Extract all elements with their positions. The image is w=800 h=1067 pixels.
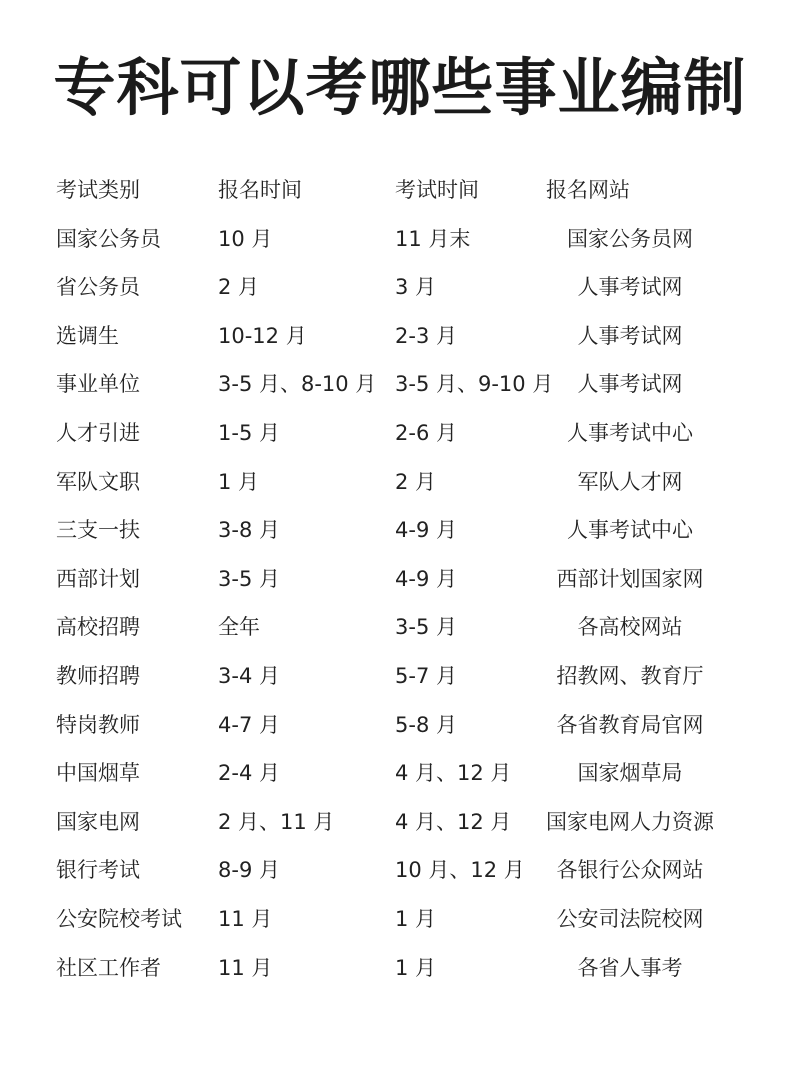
exam-time-cell: 1 月 (395, 955, 437, 980)
page-title: 专科可以考哪些事业编制 (53, 51, 747, 124)
registration-time-cell: 10-12 月 (218, 323, 307, 348)
table-row (0, 603, 800, 652)
registration-time-cell: 1 月 (218, 469, 260, 494)
exam-time-cell: 3-5 月 (395, 615, 457, 640)
table-row (0, 798, 800, 847)
registration-website-cell: 招教网、教育厅 (556, 663, 704, 688)
registration-website-cell: 人事考试中心 (567, 518, 693, 543)
registration-website-cell: 各省人事考 (577, 955, 683, 980)
category-cell: 社区工作者 (56, 955, 161, 980)
category-cell: 公安院校考试 (56, 906, 182, 931)
registration-website-cell: 公安司法院校网 (556, 906, 704, 931)
table-row (0, 458, 800, 507)
category-cell: 三支一扶 (56, 518, 140, 543)
registration-time-cell: 2-4 月 (218, 761, 280, 786)
exam-time-cell: 2-3 月 (395, 323, 457, 348)
registration-website-cell: 各高校网站 (577, 615, 683, 640)
exam-time-cell: 4 月、12 月 (395, 761, 512, 786)
header-registration-time: 报名时间 (218, 178, 302, 202)
header-category: 考试类别 (56, 178, 140, 202)
category-cell: 特岗教师 (56, 712, 140, 737)
table-row (0, 701, 800, 750)
table-row (0, 895, 800, 944)
exam-time-cell: 4 月、12 月 (395, 809, 512, 834)
table-body (0, 215, 800, 993)
registration-time-cell: 11 月 (218, 906, 273, 931)
exam-time-cell: 5-7 月 (395, 663, 457, 688)
exam-time-cell: 3-5 月、9-10 月 (395, 372, 554, 397)
category-cell: 高校招聘 (56, 615, 140, 640)
category-cell: 西部计划 (56, 566, 140, 591)
table-row (0, 263, 800, 312)
exam-time-cell: 3 月 (395, 275, 437, 300)
header-exam-time: 考试时间 (395, 178, 479, 202)
exam-time-cell: 10 月、12 月 (395, 858, 525, 883)
table-row (0, 555, 800, 604)
exam-time-cell: 1 月 (395, 906, 437, 931)
table-row (0, 749, 800, 798)
exam-time-cell: 4-9 月 (395, 518, 457, 543)
registration-website-cell: 西部计划国家网 (556, 566, 704, 591)
category-cell: 国家公务员 (56, 226, 161, 251)
registration-website-cell: 国家公务员网 (567, 226, 693, 251)
registration-time-cell: 3-8 月 (218, 518, 280, 543)
registration-time-cell: 10 月 (218, 226, 273, 251)
category-cell: 国家电网 (56, 809, 140, 834)
exam-table (0, 166, 800, 992)
registration-time-cell: 1-5 月 (218, 420, 280, 445)
category-cell: 省公务员 (56, 275, 140, 300)
category-cell: 人才引进 (56, 420, 140, 445)
registration-website-cell: 军队人才网 (577, 469, 683, 494)
registration-website-cell: 人事考试中心 (567, 420, 693, 445)
table-row (0, 652, 800, 701)
registration-time-cell: 3-4 月 (218, 663, 280, 688)
registration-time-cell: 8-9 月 (218, 858, 280, 883)
category-cell: 中国烟草 (56, 761, 140, 786)
table-row (0, 215, 800, 264)
category-cell: 选调生 (56, 323, 119, 348)
table-row (0, 506, 800, 555)
table-row (0, 409, 800, 458)
registration-time-cell: 2 月 (218, 275, 260, 300)
table-row (0, 360, 800, 409)
category-cell: 银行考试 (56, 858, 140, 883)
exam-time-cell: 5-8 月 (395, 712, 457, 737)
registration-website-cell: 国家烟草局 (577, 761, 683, 786)
table-row (0, 944, 800, 993)
table-row (0, 312, 800, 361)
registration-website-cell: 各银行公众网站 (556, 858, 704, 883)
registration-time-cell: 全年 (218, 615, 260, 640)
exam-time-cell: 4-9 月 (395, 566, 457, 591)
registration-website-cell: 人事考试网 (577, 372, 683, 397)
registration-website-cell: 人事考试网 (577, 275, 683, 300)
header-registration-website: 报名网站 (546, 178, 630, 202)
exam-time-cell: 2 月 (395, 469, 437, 494)
registration-time-cell: 11 月 (218, 955, 273, 980)
registration-time-cell: 2 月、11 月 (218, 809, 335, 834)
exam-time-cell: 2-6 月 (395, 420, 457, 445)
registration-website-cell: 各省教育局官网 (556, 712, 704, 737)
category-cell: 事业单位 (56, 372, 140, 397)
registration-time-cell: 4-7 月 (218, 712, 280, 737)
exam-time-cell: 11 月末 (395, 226, 471, 251)
table-header-row (0, 166, 800, 215)
registration-website-cell: 国家电网人力资源 (546, 809, 714, 834)
registration-time-cell: 3-5 月、8-10 月 (218, 372, 377, 397)
category-cell: 军队文职 (56, 469, 140, 494)
registration-website-cell: 人事考试网 (577, 323, 683, 348)
category-cell: 教师招聘 (56, 663, 140, 688)
table-row (0, 846, 800, 895)
registration-time-cell: 3-5 月 (218, 566, 280, 591)
